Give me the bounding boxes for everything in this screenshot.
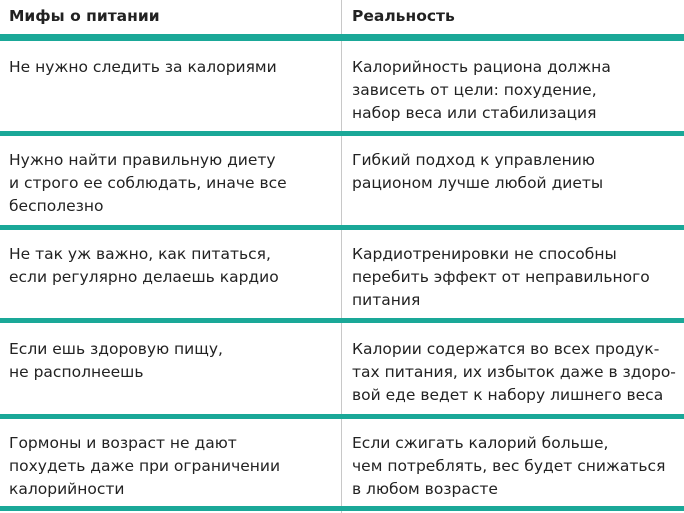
header-reality: Реальность [352,7,455,25]
reality-cell: Если сжигать калорий больше, чем потреблять, вес будет снижаться в любом возрасте [352,434,666,498]
row-divider [0,225,684,230]
bottom-rule [0,506,684,511]
reality-cell: Гибкий подход к управлению рационом лучше любой диеты [352,151,604,192]
myth-cell: Не нужно следить за калориями [9,58,277,76]
header-rule [0,34,684,41]
myth-cell: Если ешь здоровую пищу, не располнеешь [9,340,223,381]
header-myths: Мифы о питании [9,7,160,25]
myth-cell: Нужно найти правильную диету и строго ее соблюдать, иначе все бесполезно [9,151,287,215]
myth-cell: Гормоны и возраст не дают похудеть даже при ограничении калорийности [9,434,281,498]
row-divider [0,131,684,136]
row-divider [0,318,684,323]
table-header [0,0,684,34]
reality-cell: Кардиотренировки не способны перебить эффект от неправильного питания [352,245,650,309]
column-divider [341,0,342,513]
reality-cell: Калории содержатся во всех продук- тах питания, их избыток даже в здоро- вой еде ведет к набору лишнего веса [352,340,676,404]
myth-cell: Не так уж важно, как питаться, если регулярно делаешь кардио [9,245,279,286]
reality-cell: Калорийность рациона должна зависеть от цели: похудение, набор веса или стабилизация [352,58,611,122]
row-divider [0,414,684,419]
